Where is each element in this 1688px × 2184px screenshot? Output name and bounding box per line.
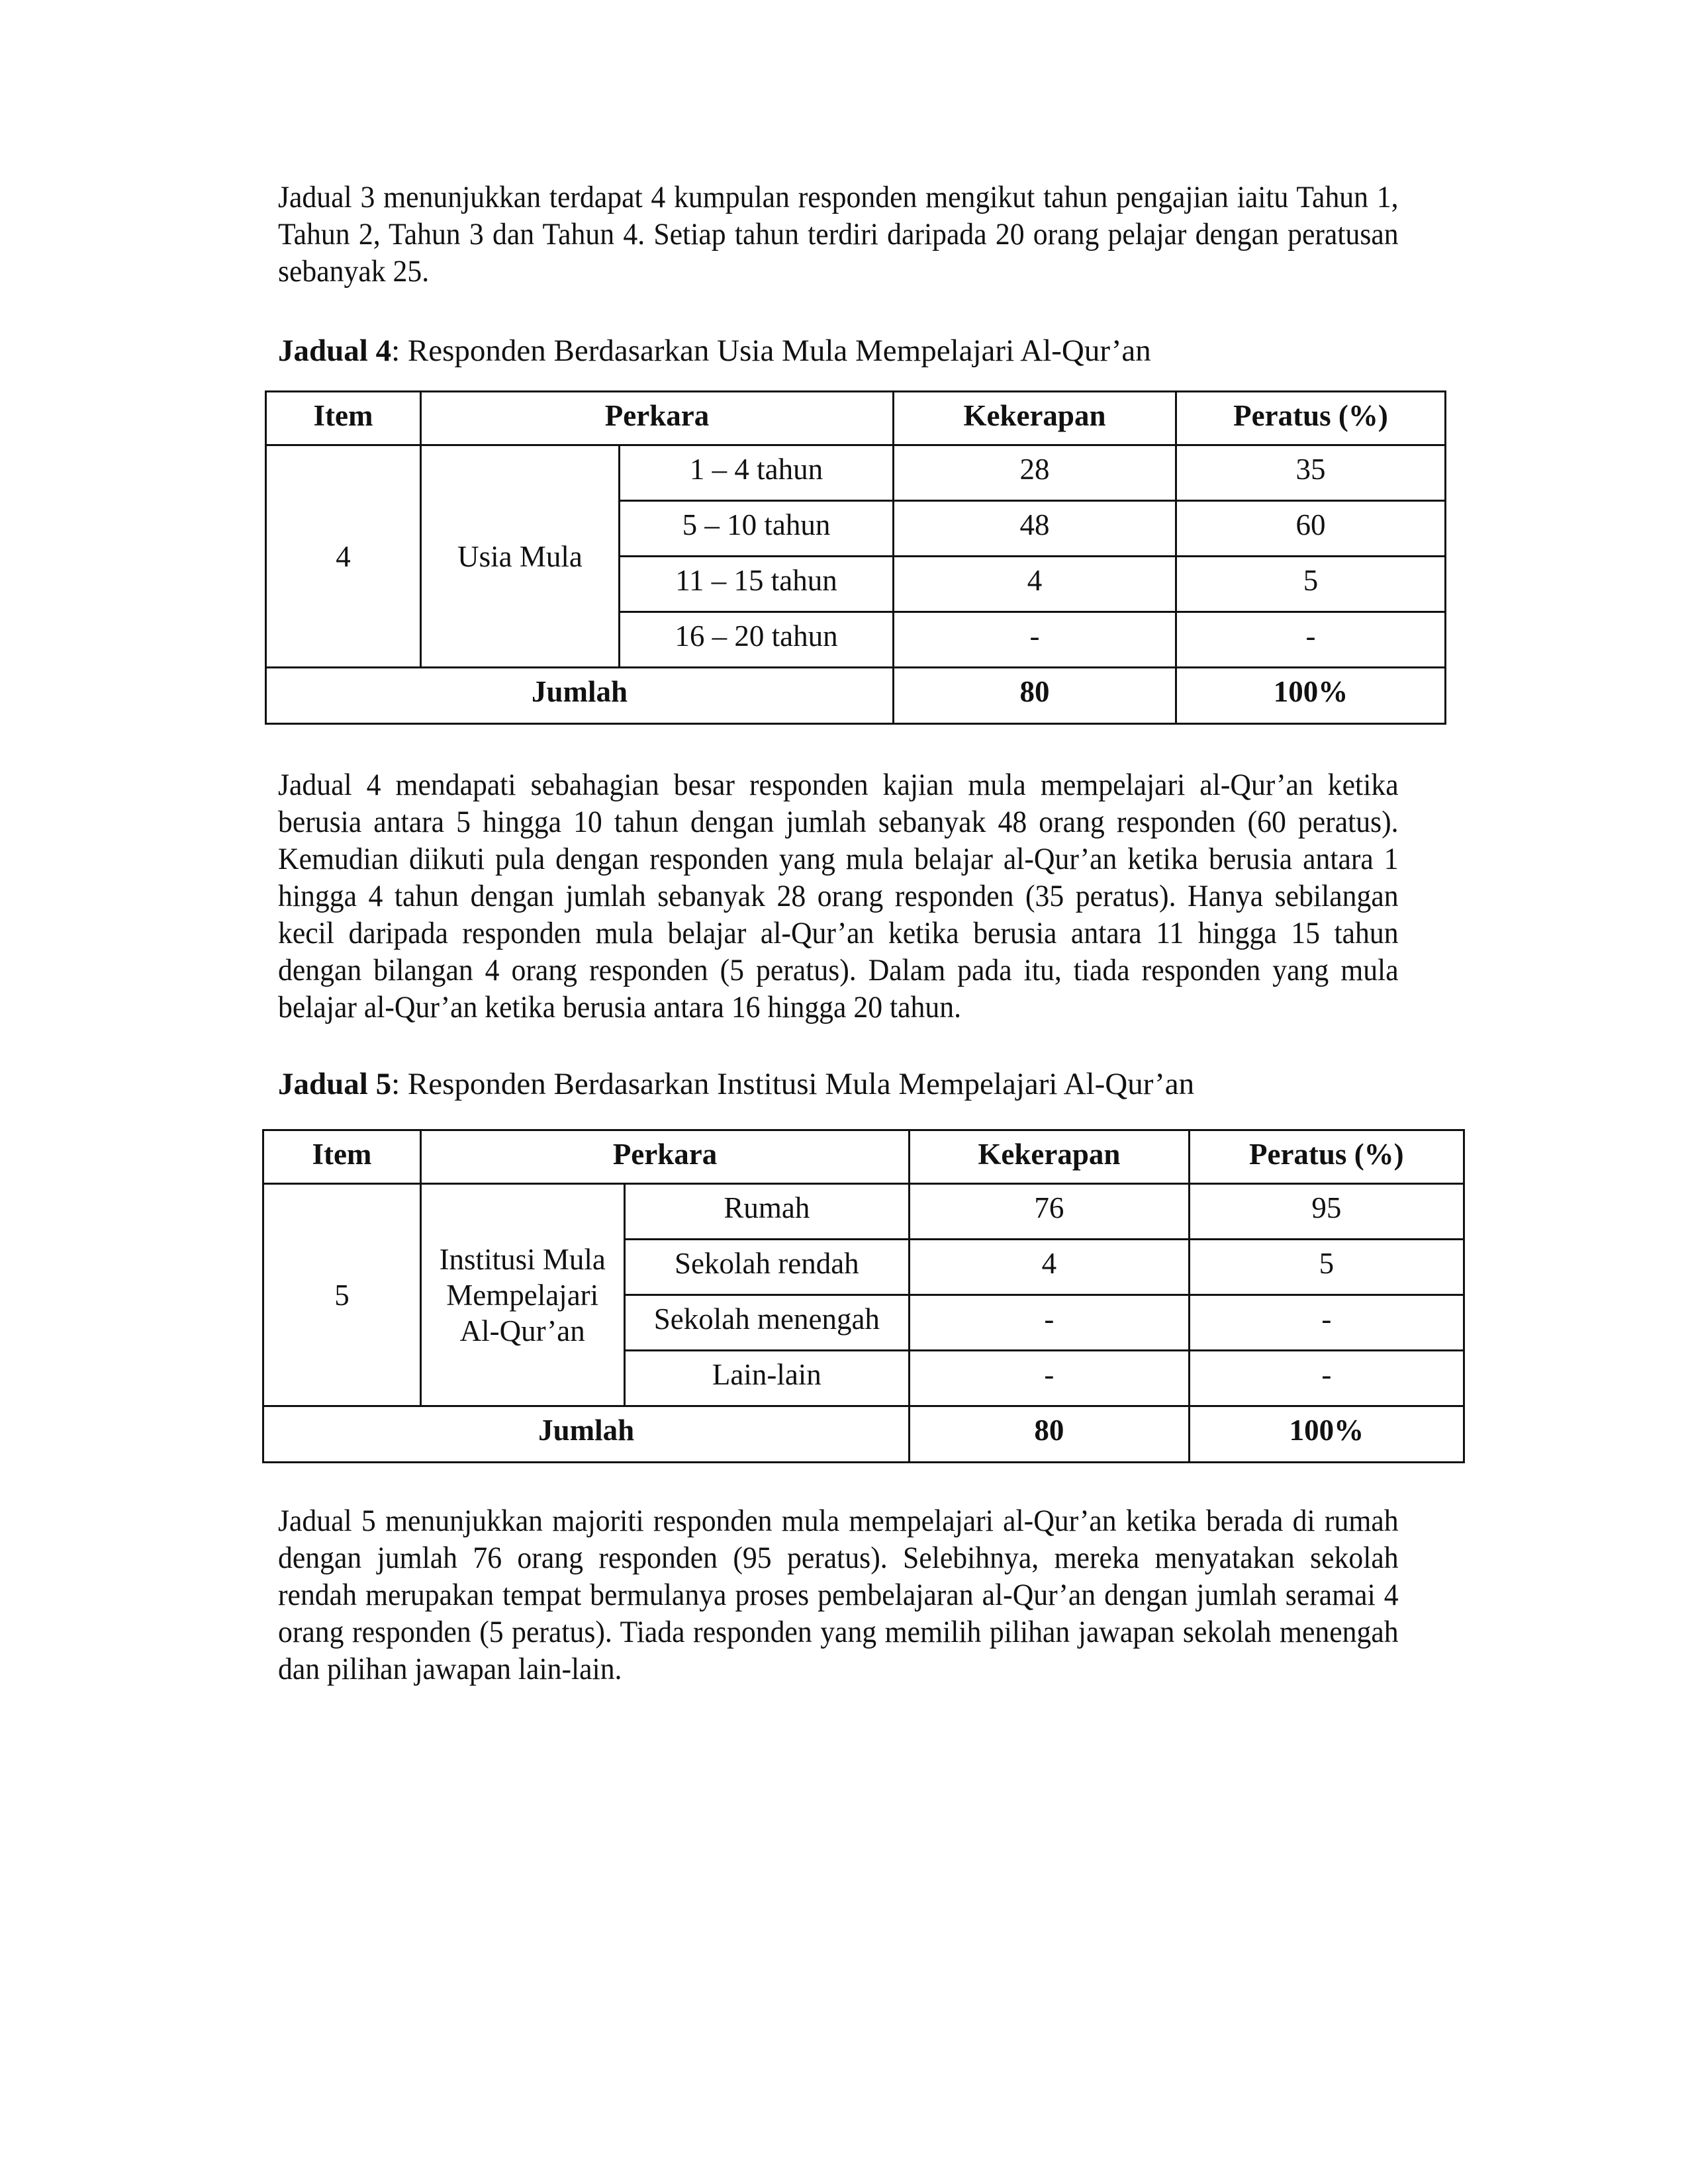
table5-row-label: Sekolah rendah (624, 1240, 910, 1295)
table5-discussion-paragraph: Jadual 5 menunjukkan majoriti responden mula mempelajari al-Qur’an ketika berada di rumah dengan jumlah 76 orang responden (95 peratus). Selebihnya, mereka menyatakan sekolah rendah merupakan tempat bermulanya proses pembelajaran al-Qur’an dengan jumlah seramai 4 orang responden (5 peratus). Tiada responden yang memilih pilihan jawapan sekolah menengah dan pilihan jawapan lain-lain. (278, 1504, 1399, 1686)
table4-row-label: 11 – 15 tahun (620, 557, 894, 612)
table5-row-kekerapan: 4 (910, 1240, 1189, 1295)
table4-total-peratus: 100% (1176, 668, 1446, 724)
table5-row-kekerapan: - (910, 1295, 1189, 1351)
table4-caption-text: : Responden Berdasarkan Usia Mula Mempelajari Al-Qur’an (391, 334, 1151, 368)
table5-header-kekerapan: Kekerapan (910, 1130, 1189, 1184)
table4-row-label: 5 – 10 tahun (620, 501, 894, 557)
table5-header-peratus: Peratus (%) (1189, 1130, 1464, 1184)
table5-row-kekerapan: 76 (910, 1184, 1189, 1240)
table5-item-number: 5 (263, 1184, 421, 1406)
table4-row-peratus: 5 (1176, 557, 1446, 612)
table-row (263, 1184, 1464, 1240)
table5-row-label: Sekolah menengah (624, 1295, 910, 1351)
table5-header-row (263, 1130, 1464, 1184)
table5-total-label: Jumlah (263, 1406, 910, 1463)
table5-row-peratus: 5 (1189, 1240, 1464, 1295)
table4-caption-label: Jadual 4 (278, 334, 392, 368)
table4-row-peratus: - (1176, 612, 1446, 668)
table5-row-peratus: 95 (1189, 1184, 1464, 1240)
table4 (265, 390, 1446, 725)
table5-caption (278, 1066, 1194, 1103)
table5-row-peratus: - (1189, 1351, 1464, 1406)
table5-total-row (263, 1406, 1464, 1463)
table5-caption-label: Jadual 5 (278, 1067, 392, 1101)
table5-header-item: Item (263, 1130, 421, 1184)
table4-item-number: 4 (266, 445, 421, 668)
table5-total-kekerapan: 80 (910, 1406, 1189, 1463)
table5-header-perkara: Perkara (420, 1130, 909, 1184)
table-row (266, 445, 1446, 501)
table4-header-item: Item (266, 392, 421, 445)
table4-total-label: Jumlah (266, 668, 894, 724)
table5-caption-text: : Responden Berdasarkan Institusi Mula Mempelajari Al-Qur’an (391, 1067, 1195, 1101)
table4-total-kekerapan: 80 (894, 668, 1176, 724)
table4-row-kekerapan: 28 (894, 445, 1176, 501)
table4-header-peratus: Peratus (%) (1176, 392, 1446, 445)
table4-header-row (266, 392, 1446, 445)
table4-row-peratus: 35 (1176, 445, 1446, 501)
table4-total-row (266, 668, 1446, 724)
table4-category: Usia Mula (421, 445, 620, 668)
table4-header-kekerapan: Kekerapan (894, 392, 1176, 445)
table5-row-peratus: - (1189, 1295, 1464, 1351)
table4-row-kekerapan: 48 (894, 501, 1176, 557)
table4-discussion-paragraph: Jadual 4 mendapati sebahagian besar responden kajian mula mempelajari al-Qur’an ketika berusia antara 5 hingga 10 tahun dengan jumlah sebanyak 48 orang responden (60 peratus). Kemudian diikuti pula dengan responden yang mula belajar al-Qur’an ketika berusia antara 1 hingga 4 tahun dengan jumlah sebanyak 28 orang responden (35 peratus). Hanya sebilangan kecil daripada responden mula belajar al-Qur’an ketika berusia antara 11 hingga 15 tahun dengan bilangan 4 orang responden (5 peratus). Dalam pada itu, tiada responden yang mula belajar al-Qur’an ketika berusia antara 16 hingga 20 tahun. (278, 768, 1399, 1024)
table5-category: Institusi Mula Mempelajari Al-Qur’an (420, 1184, 624, 1406)
table5 (262, 1129, 1465, 1463)
intro-paragraph: Jadual 3 menunjukkan terdapat 4 kumpulan responden mengikut tahun pengajian iaitu Tahun 1, Tahun 2, Tahun 3 dan Tahun 4. Setiap tahun terdiri daripada 20 orang pelajar dengan peratusan sebanyak 25. (278, 180, 1399, 289)
table4-row-kekerapan: 4 (894, 557, 1176, 612)
table5-row-label: Lain-lain (624, 1351, 910, 1406)
table5-total-peratus: 100% (1189, 1406, 1464, 1463)
table5-row-kekerapan: - (910, 1351, 1189, 1406)
table4-caption (278, 332, 1151, 369)
table4-row-peratus: 60 (1176, 501, 1446, 557)
table4-row-label: 1 – 4 tahun (620, 445, 894, 501)
table4-header-perkara: Perkara (421, 392, 894, 445)
table4-row-label: 16 – 20 tahun (620, 612, 894, 668)
table5-row-label: Rumah (624, 1184, 910, 1240)
table4-row-kekerapan: - (894, 612, 1176, 668)
